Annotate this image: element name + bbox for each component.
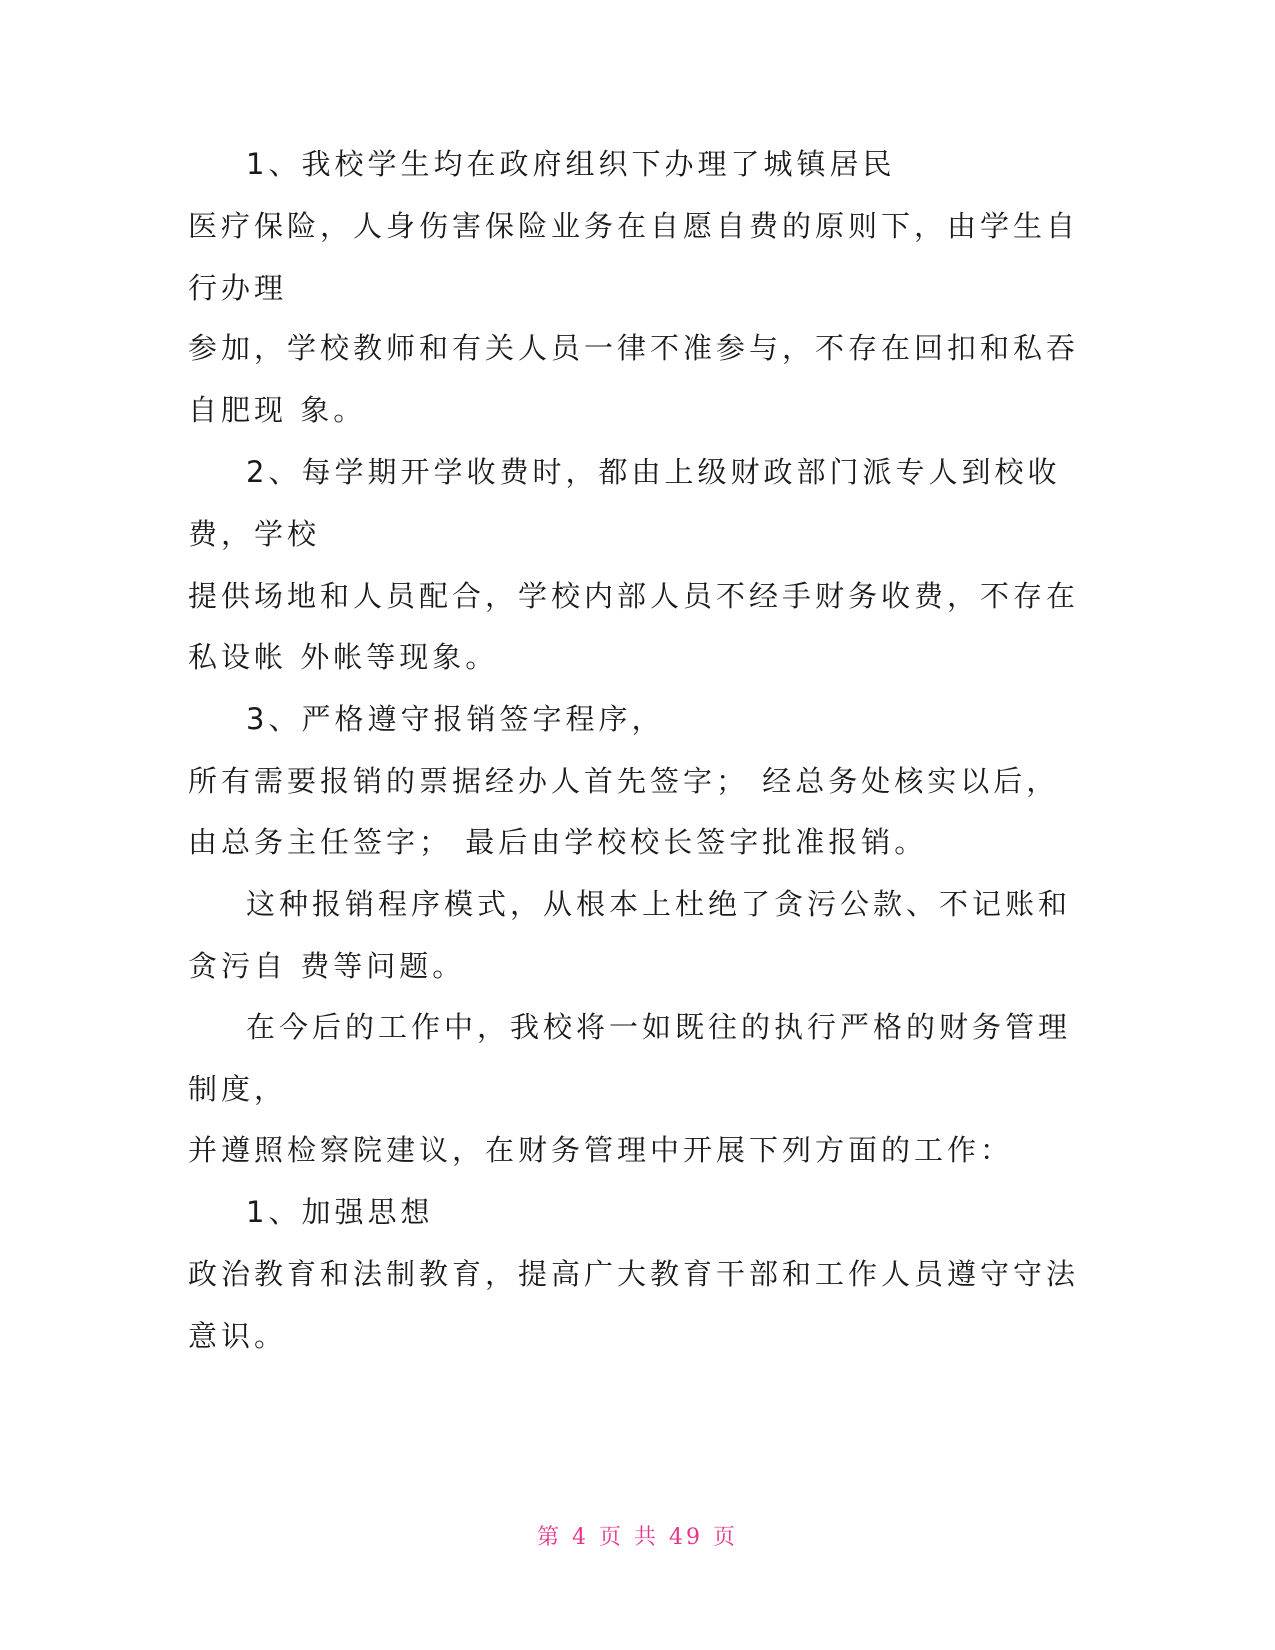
text-line: 提供场地和人员配合，学校内部人员不经手财务收费，不存在 [188,579,1080,613]
text-line: 意识。 [188,1319,288,1353]
text-line: 2、每学期开学收费时，都由上级财政部门派专人到校收 [246,455,1061,489]
text-line: 在今后的工作中，我校将一如既往的执行严格的财务管理 [246,1010,1072,1044]
text-line: 贪污自 费等问题。 [188,949,466,983]
text-line: 所有需要报销的票据经办人首先签字； 经总务处核实以后， [188,764,1060,798]
text-line: 医疗保险，人身伤害保险业务在自愿自费的原则下，由学生自 [188,209,1080,243]
text-line: 1、我校学生均在政府组织下办理了城镇居民 [246,147,896,181]
text-line: 3、严格遵守报销签字程序， [246,702,665,736]
text-line: 参加，学校教师和有关人员一律不准参与，不存在回扣和私吞 [188,331,1080,365]
text-line: 私设帐 外帐等现象。 [188,640,499,674]
text-line: 1、加强思想 [246,1195,434,1229]
text-line: 并遵照检察院建议，在财务管理中开展下列方面的工作： [188,1133,1014,1167]
text-line: 由总务主任签字； 最后由学校校长签字批准报销。 [188,825,928,859]
text-line: 这种报销程序模式，从根本上杜绝了贪污公款、不记账和 [246,887,1072,921]
text-line: 自肥现 象。 [188,393,367,427]
text-line: 行办理 [188,271,288,305]
text-line: 制度， [188,1072,288,1106]
text-line: 费，学校 [188,517,321,551]
text-line: 政治教育和法制教育，提高广大教育干部和工作人员遵守守法 [188,1257,1080,1291]
page-number-footer: 第 4 页 共 49 页 [537,1525,738,1550]
